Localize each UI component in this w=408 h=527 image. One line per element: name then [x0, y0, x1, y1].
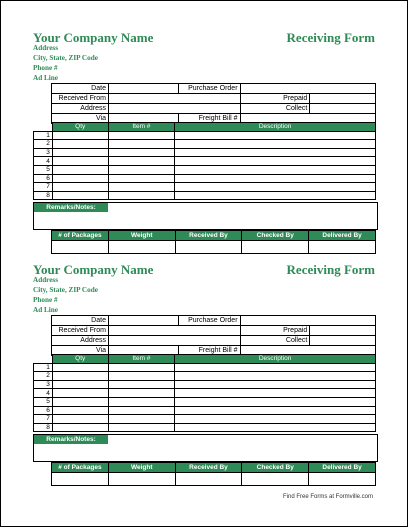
totals-table — [51, 230, 376, 254]
prepaid-label: Prepaid — [240, 326, 310, 336]
description-header: Description — [175, 355, 376, 364]
description-cell[interactable] — [175, 380, 376, 389]
item-cell[interactable] — [108, 380, 175, 389]
totals-header: Delivered By — [309, 463, 376, 473]
description-cell[interactable] — [175, 423, 376, 432]
item-cell[interactable] — [108, 397, 175, 406]
description-cell[interactable] — [175, 148, 376, 157]
item-row — [34, 372, 376, 381]
item-cell[interactable] — [108, 372, 175, 381]
remarks-box[interactable] — [33, 434, 378, 462]
description-cell[interactable] — [175, 415, 376, 424]
row-number: 8 — [34, 191, 53, 200]
item-row — [34, 174, 376, 183]
totals-value-cell[interactable] — [175, 241, 242, 254]
row-number: 1 — [34, 131, 53, 140]
received-from-field[interactable] — [108, 326, 240, 336]
item-cell[interactable] — [108, 389, 175, 398]
qty-cell[interactable] — [52, 140, 108, 149]
totals-value-cell[interactable] — [309, 473, 376, 486]
item-row — [34, 406, 376, 415]
prepaid-field[interactable] — [310, 94, 376, 104]
address-label: Address — [52, 104, 109, 114]
form-title: Receiving Form — [286, 262, 375, 277]
description-cell[interactable] — [175, 389, 376, 398]
city-state-zip-line: City, State, ZIP Code — [33, 286, 98, 294]
row-number: 2 — [34, 140, 53, 149]
prepaid-label: Prepaid — [240, 94, 310, 104]
received-from-label: Received From — [52, 94, 109, 104]
items-table — [33, 122, 376, 200]
qty-cell[interactable] — [52, 372, 108, 381]
description-cell[interactable] — [175, 372, 376, 381]
description-cell[interactable] — [175, 165, 376, 174]
collect-label: Collect — [240, 336, 310, 346]
qty-cell[interactable] — [52, 406, 108, 415]
item-cell[interactable] — [108, 174, 175, 183]
company-name: Your Company Name — [33, 30, 154, 45]
description-cell[interactable] — [175, 191, 376, 200]
item-row — [34, 140, 376, 149]
item-row — [34, 363, 376, 372]
description-cell[interactable] — [175, 174, 376, 183]
item-row — [34, 157, 376, 166]
row-number: 1 — [34, 363, 53, 372]
date-label: Date — [52, 84, 109, 94]
item-cell[interactable] — [108, 191, 175, 200]
description-cell[interactable] — [175, 397, 376, 406]
item-row — [34, 148, 376, 157]
item-cell[interactable] — [108, 183, 175, 192]
qty-cell[interactable] — [52, 191, 108, 200]
qty-header: Qty — [52, 355, 108, 364]
totals-header: Received By — [175, 231, 242, 241]
collect-field[interactable] — [310, 104, 376, 114]
qty-cell[interactable] — [52, 423, 108, 432]
item-cell[interactable] — [108, 363, 175, 372]
totals-header: Received By — [175, 463, 242, 473]
items-table — [33, 354, 376, 432]
qty-cell[interactable] — [52, 131, 108, 140]
description-cell[interactable] — [175, 406, 376, 415]
row-number: 6 — [34, 406, 53, 415]
phone-line: Phone # — [33, 296, 58, 304]
description-header: Description — [175, 123, 376, 132]
via-label: Via — [52, 114, 109, 124]
prepaid-field[interactable] — [310, 326, 376, 336]
qty-cell[interactable] — [52, 157, 108, 166]
totals-value-cell[interactable] — [108, 473, 175, 486]
qty-cell[interactable] — [52, 415, 108, 424]
totals-header: Weight — [108, 463, 175, 473]
collect-field[interactable] — [310, 336, 376, 346]
received-from-label: Received From — [52, 326, 109, 336]
qty-cell[interactable] — [52, 148, 108, 157]
via-label: Via — [52, 346, 109, 356]
description-cell[interactable] — [175, 140, 376, 149]
description-cell[interactable] — [175, 183, 376, 192]
totals-table — [51, 462, 376, 486]
item-header: Item # — [108, 355, 175, 364]
ad-line: Ad Line — [33, 306, 58, 314]
address-field[interactable] — [108, 104, 240, 114]
address-line: Address — [33, 276, 59, 284]
totals-value-cell[interactable] — [108, 241, 175, 254]
row-number: 2 — [34, 372, 53, 381]
purchase-order-label: Purchase Order — [178, 84, 240, 94]
row-number: 6 — [34, 174, 53, 183]
remarks-label: Remarks/Notes: — [34, 203, 108, 212]
item-cell[interactable] — [108, 415, 175, 424]
totals-value-cell[interactable] — [52, 241, 109, 254]
company-address-block — [33, 43, 98, 83]
totals-value-cell[interactable] — [52, 473, 109, 486]
totals-header: # of Packages — [52, 231, 109, 241]
purchase-order-field[interactable] — [240, 316, 375, 326]
item-row — [34, 389, 376, 398]
item-cell[interactable] — [108, 406, 175, 415]
totals-header: # of Packages — [52, 463, 109, 473]
item-row — [34, 191, 376, 200]
row-number: 7 — [34, 415, 53, 424]
received-from-field[interactable] — [108, 94, 240, 104]
item-cell[interactable] — [108, 165, 175, 174]
qty-cell[interactable] — [52, 389, 108, 398]
shipment-info-table — [51, 83, 376, 124]
row-number: 5 — [34, 165, 53, 174]
purchase-order-field[interactable] — [240, 84, 375, 94]
date-label: Date — [52, 316, 109, 326]
qty-cell[interactable] — [52, 380, 108, 389]
item-cell[interactable] — [108, 148, 175, 157]
item-header: Item # — [108, 123, 175, 132]
item-row — [34, 397, 376, 406]
qty-cell[interactable] — [52, 174, 108, 183]
date-field[interactable] — [108, 316, 178, 326]
totals-value-cell[interactable] — [242, 241, 309, 254]
address-label: Address — [52, 336, 109, 346]
city-state-zip-line: City, State, ZIP Code — [33, 54, 98, 62]
row-number: 8 — [34, 423, 53, 432]
row-number: 4 — [34, 157, 53, 166]
qty-header: Qty — [52, 123, 108, 132]
shipment-info-table — [51, 315, 376, 356]
item-row — [34, 131, 376, 140]
totals-header: Delivered By — [309, 231, 376, 241]
totals-header: Weight — [108, 231, 175, 241]
description-cell[interactable] — [175, 131, 376, 140]
totals-value-cell[interactable] — [242, 473, 309, 486]
form-title: Receiving Form — [286, 30, 375, 45]
description-cell[interactable] — [175, 157, 376, 166]
totals-value-cell[interactable] — [309, 241, 376, 254]
item-row — [34, 183, 376, 192]
item-row — [34, 380, 376, 389]
collect-label: Collect — [240, 104, 310, 114]
totals-header: Checked By — [242, 463, 309, 473]
item-cell[interactable] — [108, 157, 175, 166]
description-cell[interactable] — [175, 363, 376, 372]
freight-bill-label: Freight Bill # — [178, 346, 240, 356]
ad-line: Ad Line — [33, 74, 58, 82]
item-cell[interactable] — [108, 131, 175, 140]
qty-cell[interactable] — [52, 165, 108, 174]
row-number: 7 — [34, 183, 53, 192]
totals-header: Checked By — [242, 231, 309, 241]
company-name: Your Company Name — [33, 262, 154, 277]
qty-cell[interactable] — [52, 183, 108, 192]
row-number: 3 — [34, 380, 53, 389]
purchase-order-label: Purchase Order — [178, 316, 240, 326]
item-cell[interactable] — [108, 140, 175, 149]
address-field[interactable] — [108, 336, 240, 346]
address-line: Address — [33, 44, 59, 52]
freight-bill-label: Freight Bill # — [178, 114, 240, 124]
footer-text: Find Free Forms at Formville.com — [282, 494, 373, 500]
totals-value-cell[interactable] — [175, 473, 242, 486]
date-field[interactable] — [108, 84, 178, 94]
company-address-block — [33, 275, 98, 315]
item-row — [34, 415, 376, 424]
row-number: 5 — [34, 397, 53, 406]
qty-cell[interactable] — [52, 363, 108, 372]
item-row — [34, 165, 376, 174]
remarks-box[interactable] — [33, 202, 378, 230]
row-number: 4 — [34, 389, 53, 398]
phone-line: Phone # — [33, 64, 58, 72]
item-row — [34, 423, 376, 432]
remarks-label: Remarks/Notes: — [34, 435, 108, 444]
row-number: 3 — [34, 148, 53, 157]
qty-cell[interactable] — [52, 397, 108, 406]
item-cell[interactable] — [108, 423, 175, 432]
